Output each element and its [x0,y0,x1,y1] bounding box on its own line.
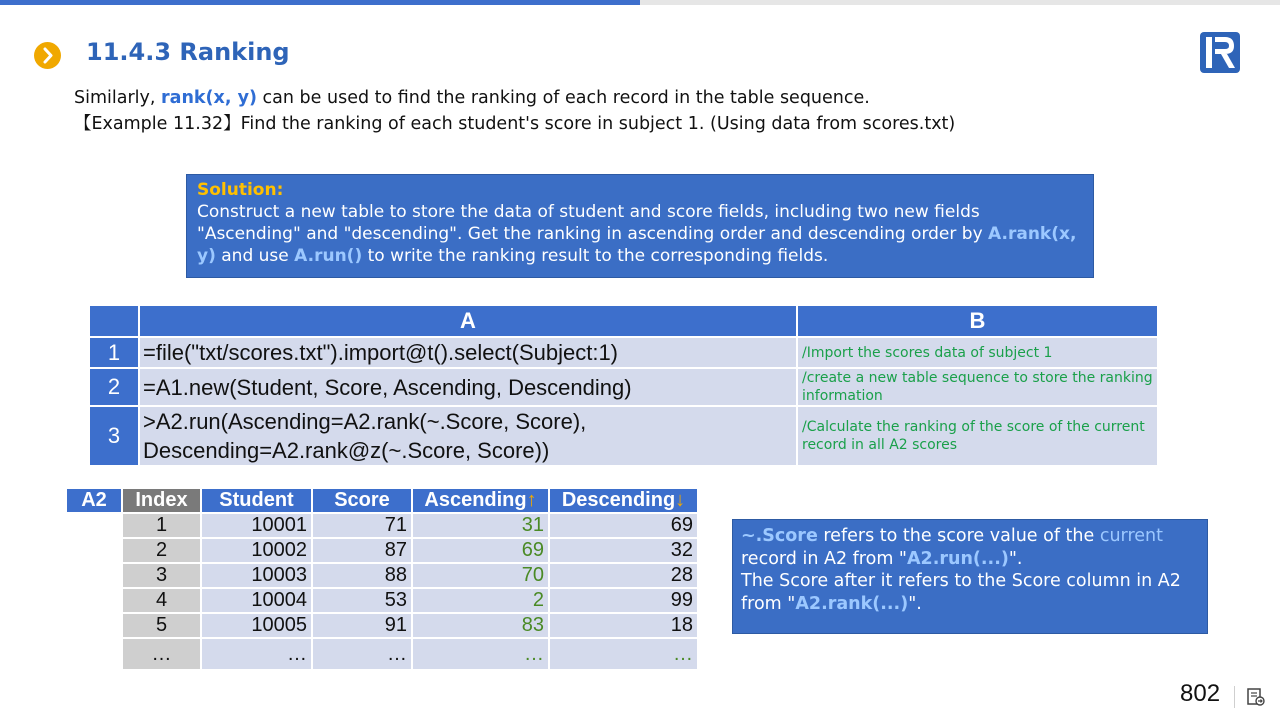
ascending-cell: 2 [412,588,549,613]
table-row [66,563,698,588]
descending-header: Descending↓ [549,488,698,513]
ascending-header: Ascending↑ [412,488,549,513]
table-row [66,613,698,638]
code-row [89,406,1158,466]
column-a-header: A [139,305,797,337]
index-cell: … [122,638,201,670]
row-num-header [89,305,139,337]
arrow-up-icon: ↑ [526,489,537,511]
cell-a1[interactable]: =file("txt/scores.txt").import@t().select(Subject:1) [139,337,797,368]
page-number: 802 [1180,680,1221,707]
descending-cell: 28 [549,563,698,588]
score-cell: 91 [312,613,412,638]
cell-b1[interactable]: /Import the scores data of subject 1 [797,337,1158,368]
student-cell: 10003 [201,563,312,588]
score-cell: 87 [312,538,412,563]
ascending-cell: 31 [412,513,549,538]
table-row [66,588,698,613]
ascending-cell: 70 [412,563,549,588]
student-cell: 10004 [201,588,312,613]
rank-function-highlight: rank(x, y) [161,88,257,108]
table-row [66,513,698,538]
student-cell: … [201,638,312,670]
student-header: Student [201,488,312,513]
score-cell: 88 [312,563,412,588]
cell-a3[interactable]: >A2.run(Ascending=A2.rank(~.Score, Score), Descending=A2.rank@z(~.Score, Score)) [139,406,797,466]
table-row [66,538,698,563]
result-header-row [66,488,698,513]
cell-b3[interactable]: /Calculate the ranking of the score of the current record in all A2 scores [797,406,1158,466]
arrow-down-icon: ↓ [675,489,686,511]
index-cell: 3 [122,563,201,588]
index-cell: 4 [122,588,201,613]
result-table [65,487,699,671]
progress-fill [0,0,640,5]
descending-cell: 99 [549,588,698,613]
code-row [89,368,1158,406]
progress-track [0,0,1280,5]
student-cell: 10001 [201,513,312,538]
cell-b2[interactable]: /create a new table sequence to store the ranking information [797,368,1158,406]
student-cell: 10005 [201,613,312,638]
example-line: 【Example 11.32】Find the ranking of each student's score in subject 1. (Using data from scores.txt) [74,114,956,134]
ascending-cell: … [412,638,549,670]
index-cell: 5 [122,613,201,638]
student-cell: 10002 [201,538,312,563]
code-table [88,304,1159,467]
ascending-cell: 69 [412,538,549,563]
ascending-cell: 83 [412,613,549,638]
table-row [66,638,698,670]
index-header: Index [122,488,201,513]
descending-cell: 32 [549,538,698,563]
solution-title: Solution: [197,180,284,200]
notes-icon[interactable] [1246,687,1266,707]
column-b-header: B [797,305,1158,337]
code-row [89,337,1158,368]
score-header: Score [312,488,412,513]
index-cell: 1 [122,513,201,538]
solution-text: Construct a new table to store the data of student and score fields, including two new fields "Ascending" and "descending". Get the ranking in ascending order and descending order by A.rank(x, y) and use A.run() to write the ranking result to the corresponding fields. [197,202,1077,266]
row-number: 1 [89,337,139,368]
descending-cell: … [549,638,698,670]
r-logo-icon [1199,31,1241,74]
descending-cell: 69 [549,513,698,538]
note-box: ~.Score refers to the score value of the current record in A2 from "A2.run(...)". The Score after it refers to the Score column in A2 from "A2.rank(...)". [732,519,1208,634]
descending-cell: 18 [549,613,698,638]
table-label: A2 [66,488,122,513]
score-cell: 53 [312,588,412,613]
score-cell: … [312,638,412,670]
solution-box [186,174,1094,278]
chevron-right-icon [34,42,61,69]
cell-a2[interactable]: =A1.new(Student, Score, Ascending, Descending) [139,368,797,406]
row-number: 2 [89,368,139,406]
intro-line-1: Similarly, rank(x, y) can be used to find the ranking of each record in the table sequence. [74,88,870,108]
row-number: 3 [89,406,139,466]
footer-divider [1234,686,1235,708]
code-table-header [89,305,1158,337]
page-title: 11.4.3 Ranking [86,38,290,66]
score-cell: 71 [312,513,412,538]
index-cell: 2 [122,538,201,563]
